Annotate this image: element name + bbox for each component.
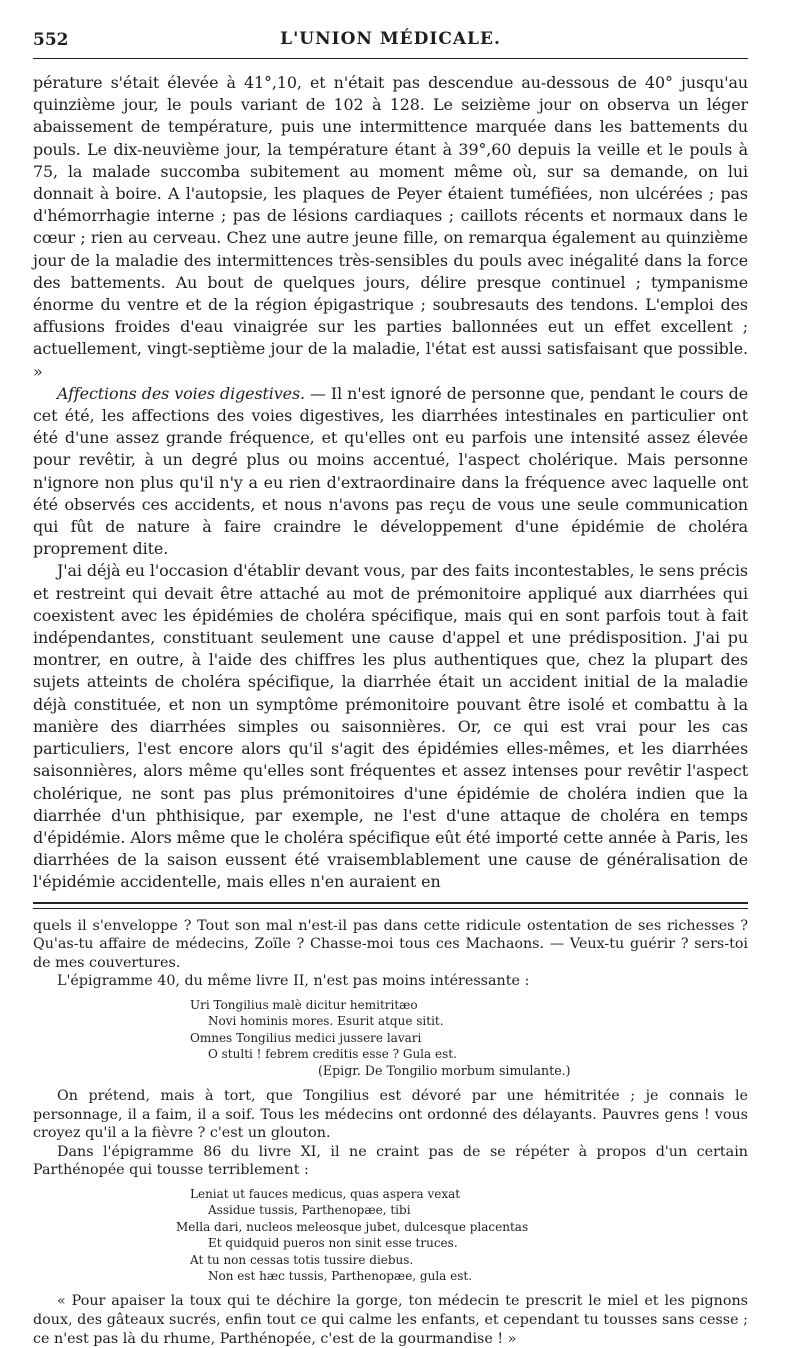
- article-paragraph-3: J'ai déjà eu l'occasion d'établir devant vous, par des faits incontestables, le sens précis et restreint qui devait être attaché au mot de prémonitoire appliqué aux diarrhées qui coexistent avec les épidémies de choléra spécifique, mais qui en sont parfois tout à fait indépendantes, constituant seulement une cause d'appel et une prédisposition. J'ai pu montrer, en outre, à l'aide des chiffres les plus authentiques que, chez la plupart des sujets atteints de choléra spécifique, la diarrhée était un accident initial de la maladie déjà constituée, et non un symptôme prémonitoire pouvant être isolé et combattu à la manière des diarrhées simples ou saisonnières. Or, ce qui est vrai pour les cas particuliers, l'est encore alors qu'il s'agit des épidémies elles-mêmes, et les diarrhées saisonnières, alors même qu'elles sont fréquentes et assez intenses pour revêtir l'aspect cholérique, ne sont pas plus prémonitoires d'une épidémie de choléra indien que la diarrhée d'un phthisique, par exemple, ne l'est d'une attaque de choléra en temps d'épidémie. Alors même que le choléra spécifique eût été importé cette année à Paris, les diarrhées de la saison eussent été vraisemblablement une cause de généralisation de l'épidémie accidentelle, mais elles n'en auraient en: [33, 561, 748, 892]
- feuilleton-paragraph-1: quels il s'enveloppe ? Tout son mal n'est-il pas dans cette ridicule ostentation de ses richesses ? Qu'as-tu affaire de médecins, Zoïle ? Chasse-moi tous ces Machaons. — Veux-tu guérir ? sers-toi de mes couvertures.: [33, 917, 748, 971]
- feuilleton-paragraph-4: Dans l'épigramme 86 du livre XI, il ne craint pas de se répéter à propos d'un certain Parthénopée qui tousse terriblement :: [33, 1143, 748, 1179]
- verse-line: O stulti ! febrem creditis esse ? Gula est.: [208, 1047, 457, 1062]
- verse-line: Mella dari, nucleos meleosque jubet, dulcesque placentas: [176, 1219, 529, 1234]
- verse-line: Non est hæc tussis, Parthenopæe, gula est.: [208, 1268, 473, 1283]
- verse-line: Omnes Tongilius medici jussere lavari: [190, 1030, 422, 1045]
- verse-line: Uri Tongilius malè dicitur hemitritæo: [190, 997, 418, 1012]
- feuilleton-paragraph-5: « Pour apaiser la toux qui te déchire la gorge, ton médecin te prescrit le miel et les pignons doux, des gâteaux sucrés, enfin tout ce qui calme les enfants, et cependant tu tousses sans cesse ; ce n'est pas là du rhume, Parthénopée, c'est de la gourmandise ! »: [33, 1293, 748, 1347]
- feuilleton-paragraph-3: On prétend, mais à tort, que Tongilius est dévoré par une hémitritée ; je connais le personnage, il a faim, il a soif. Tous les médecins ont ordonné des délayants. Pauvres gens ! vous croyez qu'il a la fièvre ? c'est un glouton.: [33, 1087, 748, 1142]
- section-heading: Affections des voies digestives.: [57, 383, 305, 403]
- main-article: [33, 72, 748, 894]
- feuilleton-divider: [33, 902, 748, 909]
- epigram-citation: (Epigr. De Tongilio morbum simulante.): [318, 1062, 571, 1078]
- header-rule: [33, 58, 748, 59]
- verse-line: Et quidquid pueros non sinit esse truces.: [208, 1236, 458, 1251]
- feuilleton-paragraph-2: L'épigramme 40, du même livre II, n'est pas moins intéressante :: [57, 973, 530, 990]
- latin-epigram-2: [33, 1186, 748, 1284]
- section-body: — Il n'est ignoré de personne que, pendant le cours de cet été, les affections des voies digestives, les diarrhées intestinales en particulier ont été d'une assez grande fréquence, et qu'elles ont eu parfois une intensité assez élevée pour revêtir, à un degré plus ou moins accentué, l'aspect cholérique. Mais personne n'ignore non plus qu'il n'y a eu rien d'extraordinaire dans la fréquence avec laquelle ont été observés ces accidents, et nous n'avons pas reçu de vous une seule communication qui fût de nature à faire craindre le développement d'une épidémie de choléra proprement dite.: [33, 383, 748, 559]
- page-number: 552: [33, 30, 69, 50]
- article-paragraph-1: pérature s'était élevée à 41°,10, et n'était pas descendue au-dessous de 40° jusqu'au quinzième jour, le pouls variant de 102 à 128. Le seizième jour on observa un léger abaissement de température, puis une intermittence marquée dans les battements du pouls. Le dix-neuvième jour, la température étant à 39°,60 depuis la veille et le pouls à 75, la malade succomba subitement au moment même où, sur sa demande, on lui donnait à boire. A l'autopsie, les plaques de Peyer étaient tuméfiées, non ulcérées ; pas d'hémorrhagie interne ; pas de lésions cardiaques ; caillots récents et normaux dans le cœur ; rien au cerveau. Chez une autre jeune fille, on remarqua également au quinzième jour de la maladie des intermittences très-sensibles du pouls avec inégalité dans la force des battements. Au bout de quelques jours, délire presque continuel ; tympanisme énorme du ventre et de la région épigastrique ; soubresauts des tendons. L'emploi des affusions froides d'eau vinaigrée sur les parties ballonnées eut un effet excellent ; actuellement, vingt-septième jour de la maladie, l'état est aussi satisfaisant que possible. »: [33, 73, 748, 381]
- verse-line: Novi hominis mores. Esurit atque sitit.: [208, 1014, 444, 1029]
- verse-line: Leniat ut fauces medicus, quas aspera vexat: [190, 1186, 461, 1201]
- page-header: [33, 0, 748, 58]
- running-title: L'UNION MÉDICALE.: [280, 29, 501, 49]
- feuilleton-section: [33, 917, 748, 1348]
- verse-line: At tu non cessas totis tussire diebus.: [190, 1252, 414, 1267]
- article-paragraph-2: [33, 383, 748, 561]
- verse-line: Assidue tussis, Parthenopæe, tibi: [208, 1203, 411, 1218]
- latin-epigram-1: [33, 997, 748, 1079]
